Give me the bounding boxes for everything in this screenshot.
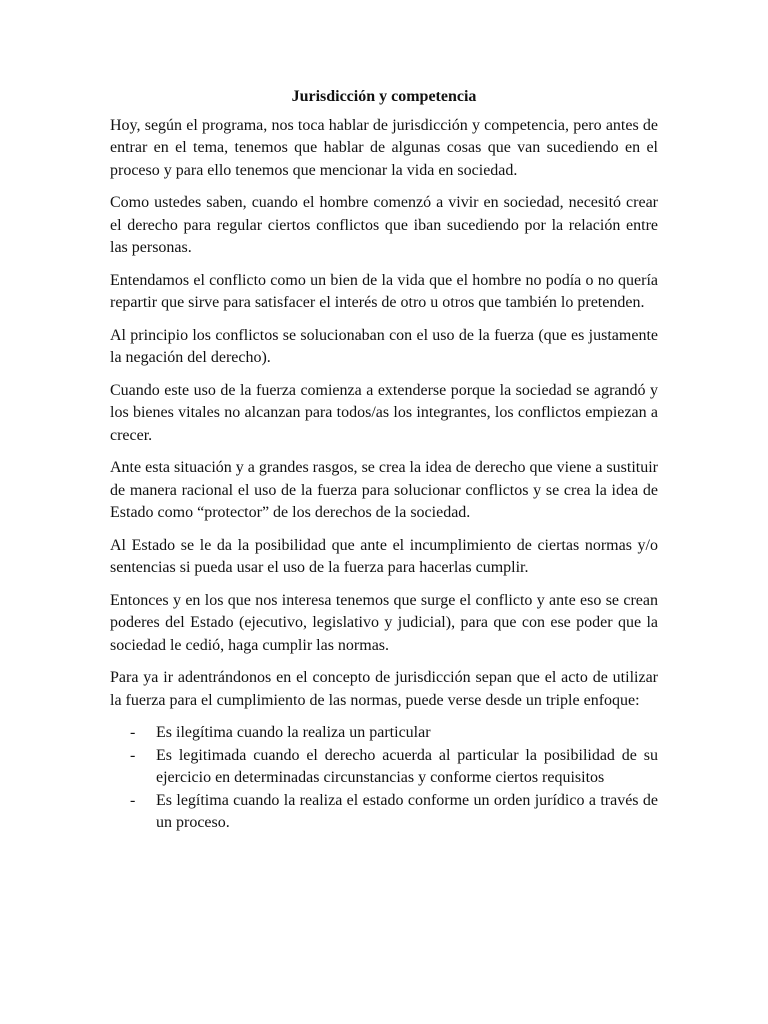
list-marker: - [130, 724, 136, 741]
list-item-text: Es legitimada cuando el derecho acuerda al particular la posibilidad de su ejercicio en determinadas circunstancias y conforme ciertos requisitos [156, 746, 658, 786]
list-item-text: Es legítima cuando la realiza el estado conforme un orden jurídico a través de un proceso. [156, 791, 658, 831]
document-page [110, 86, 658, 835]
document-title: Jurisdicción y competencia [291, 88, 477, 105]
paragraph: Al principio los conflictos se solucionaban con el uso de la fuerza (que es justamente la negación del derecho). [110, 326, 658, 366]
list-item [110, 722, 658, 745]
paragraph: Hoy, según el programa, nos toca hablar de jurisdicción y competencia, pero antes de entrar en el tema, tenemos que hablar de algunas cosas que van sucediendo en el proceso y para ello tenemos que mencionar la vida en sociedad. [110, 116, 658, 179]
list-marker: - [130, 791, 136, 809]
paragraph: Entendamos el conflicto como un bien de la vida que el hombre no podía o no quería repartir que sirve para satisfacer el interés de otro u otros que también lo pretenden. [110, 271, 658, 311]
list-item [110, 745, 658, 790]
paragraph: Entonces y en los que nos interesa tenemos que surge el conflicto y ante eso se crean poderes del Estado (ejecutivo, legislativo y judicial), para que con ese poder que la sociedad le cedió, haga cumplir las normas. [110, 591, 658, 654]
list-marker: - [130, 746, 136, 764]
paragraph: Al Estado se le da la posibilidad que ante el incumplimiento de ciertas normas y/o sentencias si pueda usar el uso de la fuerza para hacerlas cumplir. [110, 536, 658, 576]
paragraph: Como ustedes saben, cuando el hombre comenzó a vivir en sociedad, necesitó crear el derecho para regular ciertos conflictos que iban sucediendo por la relación entre las personas. [110, 194, 658, 256]
list-item-text: Es ilegítima cuando la realiza un particular [156, 724, 431, 741]
list-item [110, 790, 658, 835]
paragraph: Ante esta situación y a grandes rasgos, se crea la idea de derecho que viene a sustituir de manera racional el uso de la fuerza para solucionar conflictos y se crea la idea de Estado como “protector” de los derechos de la sociedad. [110, 459, 658, 521]
bullet-list [110, 722, 658, 835]
paragraph: Para ya ir adentrándonos en el concepto de jurisdicción sepan que el acto de utilizar la fuerza para el cumplimiento de las normas, puede verse desde un triple enfoque: [110, 669, 658, 709]
paragraph: Cuando este uso de la fuerza comienza a extenderse porque la sociedad se agrandó y los bienes vitales no alcanzan para todos/as los integrantes, los conflictos empiezan a crecer. [110, 381, 658, 444]
